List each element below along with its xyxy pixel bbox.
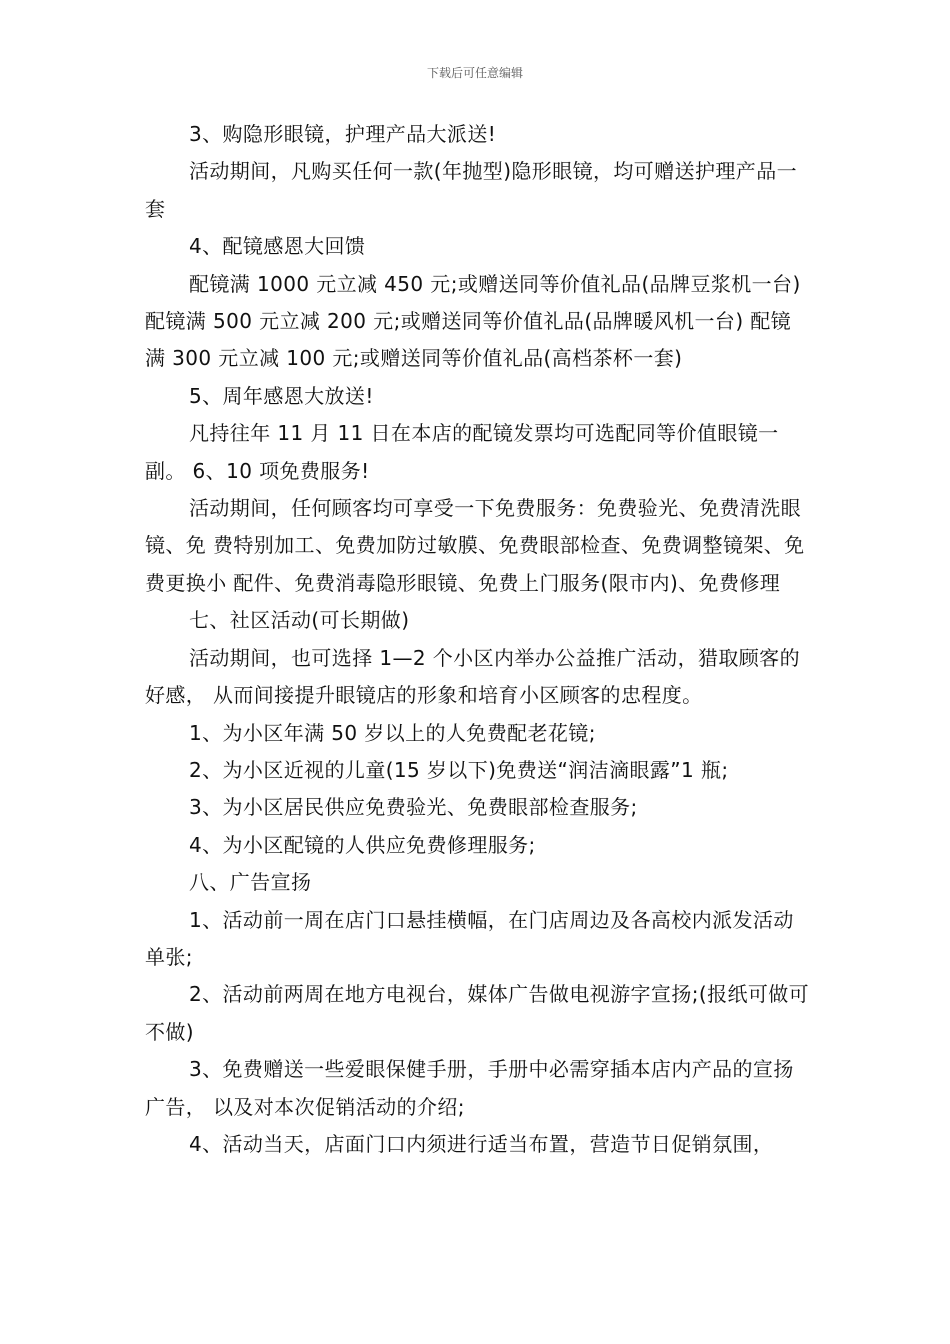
list-item-community-4: 4、为小区配镜的人供应免费修理服务; bbox=[189, 832, 536, 857]
paragraph-item-3-heading: 3、购隐形眼镜，护理产品大派送! bbox=[189, 122, 497, 146]
list-item-community-2: 2、为小区近视的儿童(15 岁以下)免费送“润洁滴眼露”1 瓶; bbox=[189, 757, 729, 782]
paragraph-community-intro: 活动期间，也可选择 1—2 个小区内举办公益推广活动，猎取顾客的好感， 从而间接提升眼镜店的形象和培育小区顾客的忠程度。 bbox=[145, 645, 800, 708]
list-item-ad-3: 3、免费赠送一些爱眼保健手册，手册中必需穿插本店内产品的宣扬广告， 以及对本次促销活动的介绍; bbox=[145, 1057, 794, 1119]
section-heading-advertising: 八、广告宣扬 bbox=[189, 870, 312, 895]
list-item-ad-2: 2、活动前两周在地方电视台，媒体广告做电视游字宣扬;(报纸可做可不做) bbox=[145, 982, 810, 1044]
list-item-ad-1: 1、活动前一周在店门口悬挂横幅，在门店周边及各高校内派发活动单张; bbox=[145, 907, 794, 969]
list-item-ad-4: 4、活动当天，店面门口内须进行适当布置，营造节日促销氛围， bbox=[189, 1131, 774, 1156]
paragraph-invoice-offer: 凡持往年 11 月 11 日在本店的配镜发票均可选配同等价值眼镜一副。 6、10 项免费服务! bbox=[145, 421, 779, 483]
section-heading-community: 七、社区活动(可长期做) bbox=[189, 608, 410, 633]
paragraph-item-5-heading: 5、周年感恩大放送! bbox=[189, 383, 374, 408]
paragraph-free-services: 活动期间，任何顾客均可享受一下免费服务：免费验光、免费清洗眼镜、免 费特别加工、免费加防过敏膜、免费眼部检查、免费调整镜架、免费更换小 配件、免费消毒隐形眼镜、免费上门服务(限市内)、免费修理 bbox=[145, 496, 805, 595]
list-item-community-1: 1、为小区年满 50 岁以上的人免费配老花镜; bbox=[189, 720, 596, 745]
paragraph-contact-lens-offer: 活动期间，凡购买任何一款(年抛型)隐形眼镜，均可赠送护理产品一套 bbox=[145, 159, 798, 221]
paragraph-item-4-heading: 4、配镜感恩大回馈 bbox=[189, 234, 366, 259]
paragraph-discount-tiers: 配镜满 1000 元立减 450 元;或赠送同等价值礼品(品牌豆浆机一台) 配镜满 500 元立减 200 元;或赠送同等价值礼品(品牌暖风机一台) 配镜满 300 元立减 100 元;或赠送同等价值礼品(高档茶杯一套) bbox=[145, 271, 801, 371]
list-item-community-3: 3、为小区居民供应免费验光、免费眼部检查服务; bbox=[189, 795, 638, 820]
document-body bbox=[145, 116, 810, 1163]
page-header: 下载后可任意编辑 bbox=[426, 66, 523, 80]
